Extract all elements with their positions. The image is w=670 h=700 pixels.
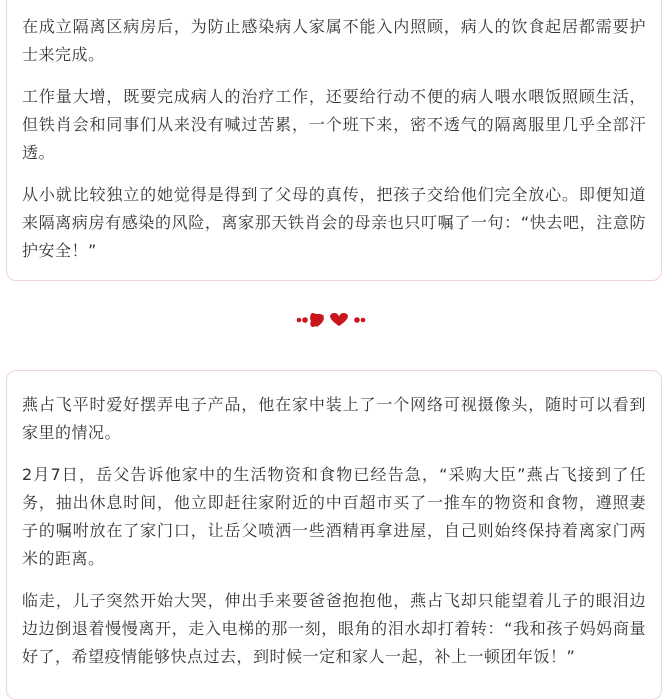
paragraph: 临走，儿子突然开始大哭，伸出手来要爸爸抱抱他，燕占飞却只能望着儿子的眼泪边边边倒退着慢慢离开，走入电梯的那一刻，眼角的泪水却打着转：“我和孩子妈妈商量好了，希望疫情能够快点过去，到时候一定和家人一起，补上一顿团年饭！”: [22, 591, 646, 666]
paragraph: 2月7日，岳父告诉他家中的生活物资和食物已经告急，“采购大臣”燕占飞接到了任务，抽出休息时间，他立即赶往家附近的中百超市买了一推车的物资和食物，遵照妻子的嘱咐放在了家门口，让岳父喷洒一些酒精再拿进屋，自己则始终保持着离家门两米的距离。: [22, 465, 646, 568]
story-card-1: [6, 0, 662, 281]
paragraph: 工作量大增，既要完成病人的治疗工作，还要给行动不便的病人喂水喂饭照顾生活，但铁肖会和同事们从来没有喊过苦累，一个班下来，密不透气的隔离服里几乎全部汗透。: [22, 87, 646, 162]
hearts-divider-icon: [295, 310, 375, 330]
story-card-2: [6, 370, 662, 700]
section-divider: [0, 309, 670, 331]
paragraph: 燕占飞平时爱好摆弄电子产品，他在家中装上了一个网络可视摄像头，随时可以看到家里的情况。: [22, 395, 646, 442]
paragraph: 从小就比较独立的她觉得是得到了父母的真传，把孩子交给他们完全放心。即便知道来隔离病房有感染的风险，离家那天铁肖会的母亲也只叮嘱了一句：“快去吧，注意防护安全！”: [22, 185, 646, 260]
paragraph: 在成立隔离区病房后，为防止感染病人家属不能入内照顾，病人的饮食起居都需要护士来完成。: [22, 17, 646, 64]
